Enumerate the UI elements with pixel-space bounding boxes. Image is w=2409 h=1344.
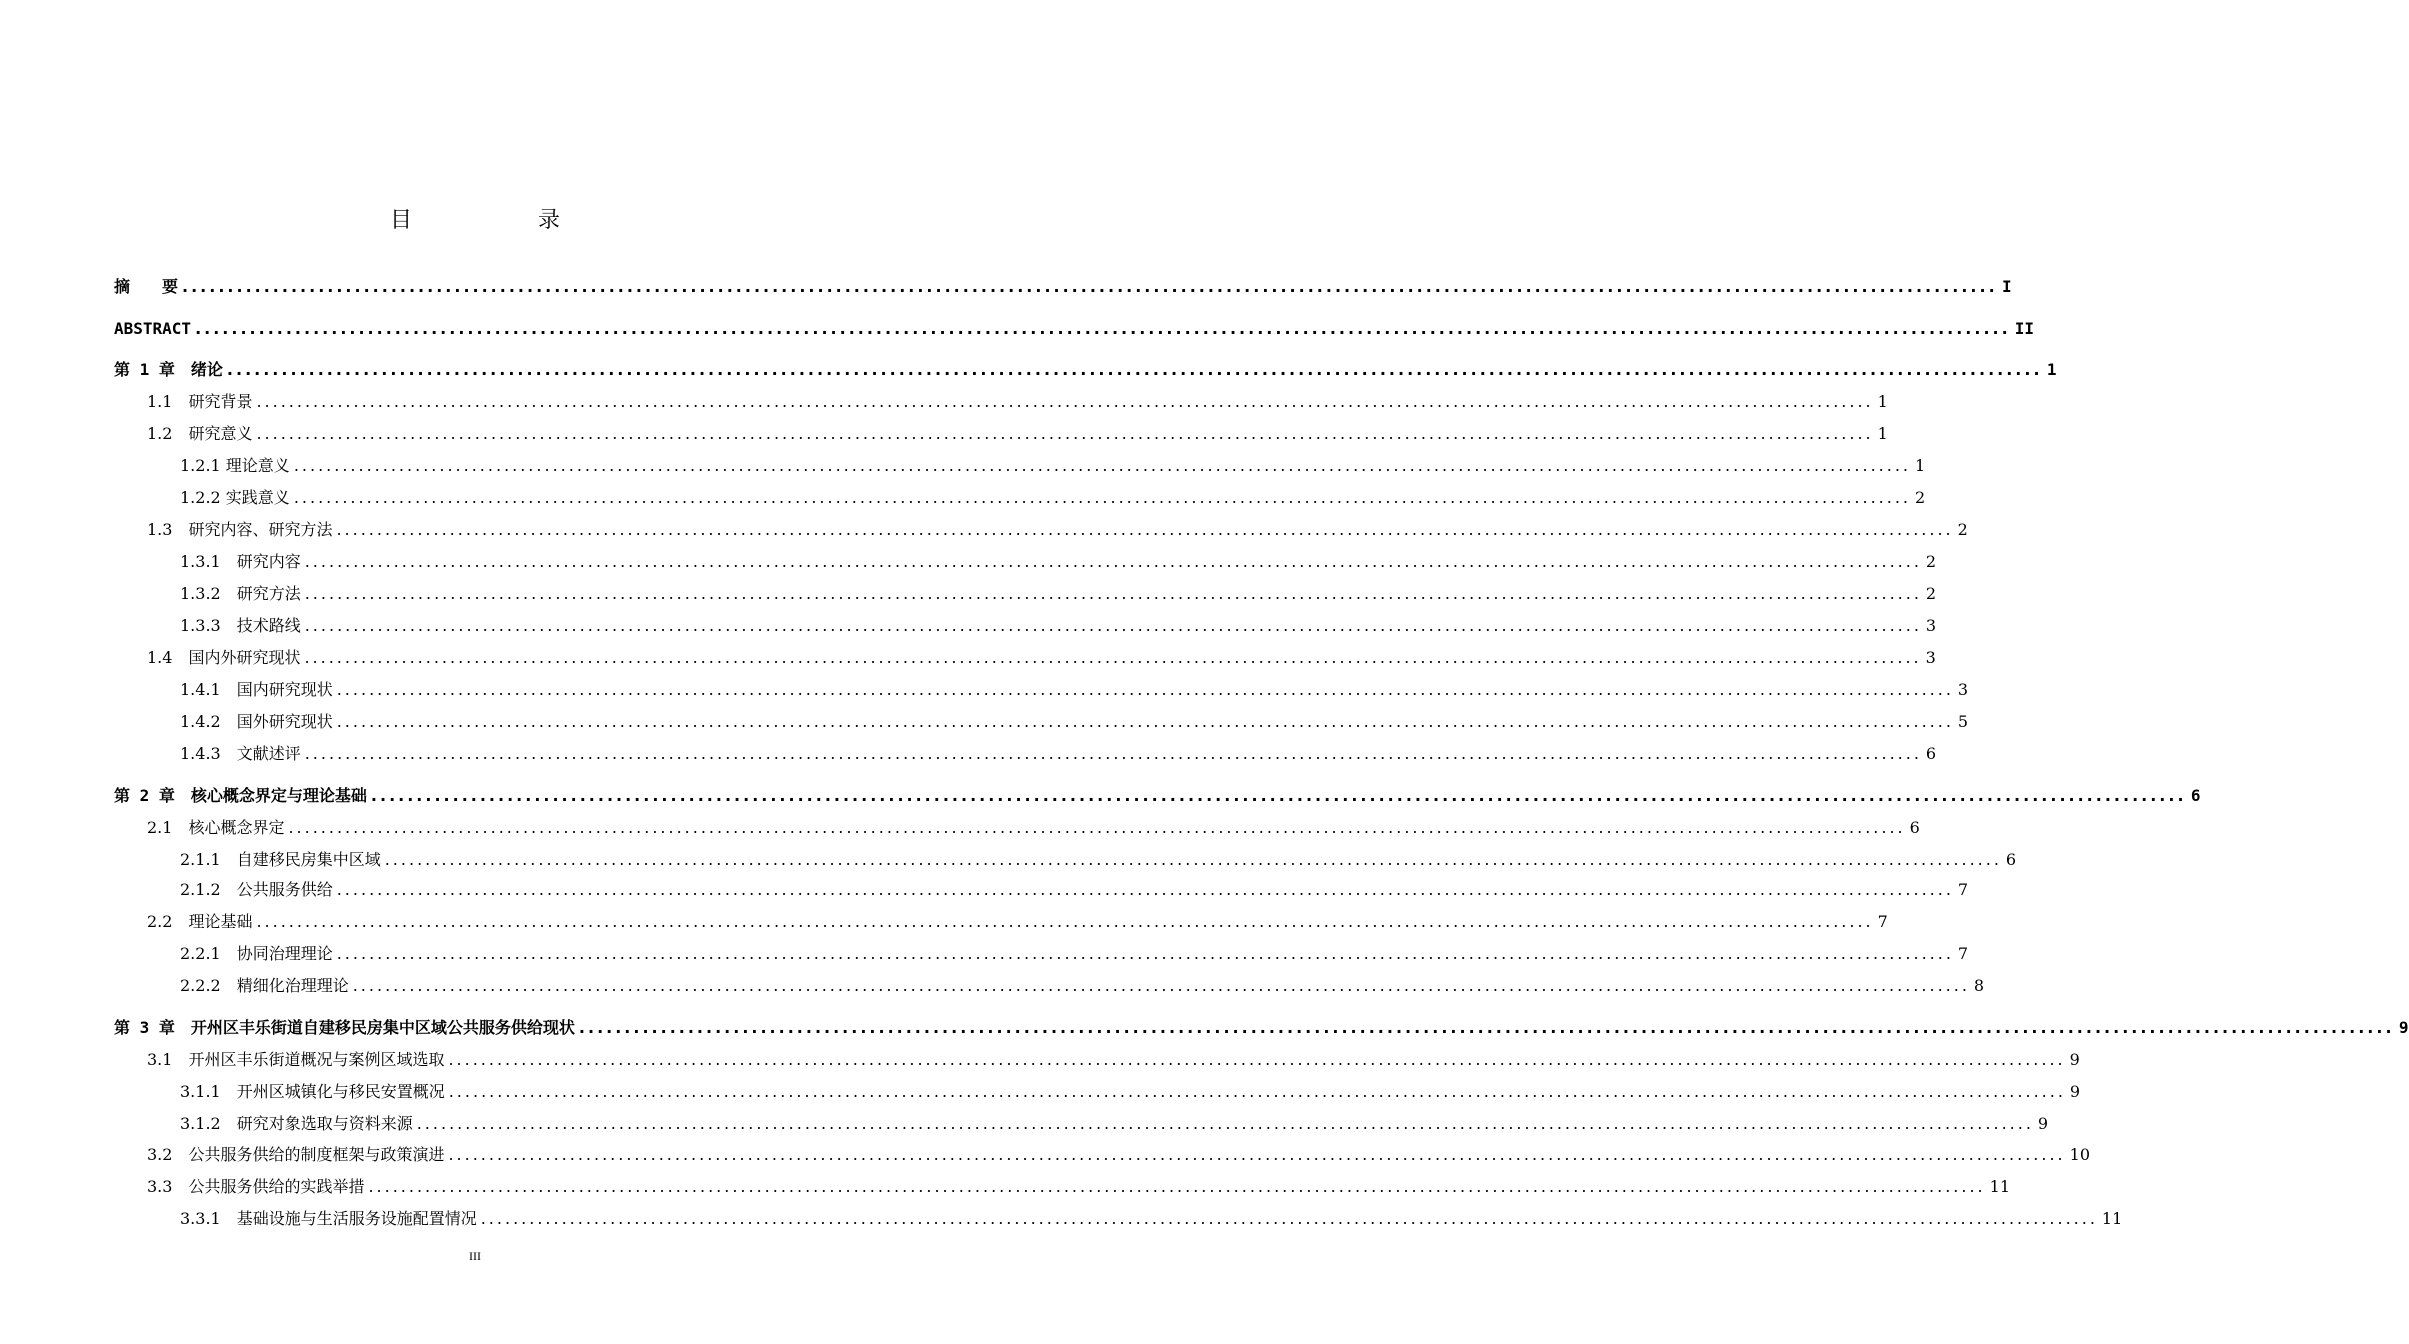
toc-leader-dots: ........................................................................................................................................................................................................ bbox=[293, 456, 1911, 475]
toc-entry-page: 1 bbox=[1877, 392, 1888, 411]
toc-entry-label: 摘 要 bbox=[114, 277, 179, 296]
toc-entry[interactable] bbox=[0, 453, 1926, 477]
toc-leader-dots: ........................................................................................................................................................................................................ bbox=[336, 944, 1954, 963]
toc-entry-page: 9 bbox=[2037, 1114, 2049, 1133]
toc-entry[interactable] bbox=[0, 783, 2201, 807]
toc-entry[interactable] bbox=[0, 549, 1937, 573]
toc-entry-page: 1 bbox=[1877, 424, 1888, 443]
toc-leader-dots: ........................................................................................................................................................................................................ bbox=[448, 1082, 2066, 1101]
toc-leader-dots: ........................................................................................................................................................................................................ bbox=[256, 912, 1874, 931]
toc-leader-dots: ........................................................................................................................................................................................................ bbox=[304, 744, 1922, 763]
toc-leader-dots: ........................................................................................................................................................................................................ bbox=[304, 616, 1922, 635]
toc-entry-label: 1.2.2 实践意义 bbox=[180, 488, 290, 507]
toc-entry[interactable] bbox=[0, 1047, 2080, 1071]
toc-entry-page: 9 bbox=[2398, 1018, 2409, 1037]
toc-entry[interactable] bbox=[0, 1142, 2090, 1166]
toc-leader-dots: ........................................................................................................................................................................................................ bbox=[336, 880, 1954, 899]
toc-leader-dots: ........................................................................................................................................................................................................ bbox=[384, 850, 2002, 869]
toc-entry[interactable] bbox=[0, 909, 1888, 933]
toc-entry-page: 2 bbox=[1915, 488, 1926, 507]
toc-entry-label: 1.4.1 国内研究现状 bbox=[180, 680, 333, 699]
toc-entry-label: 2.2.1 协同治理理论 bbox=[180, 944, 333, 963]
toc-entry-label: 1.1 研究背景 bbox=[147, 392, 253, 411]
toc-leader-dots: ........................................................................................................................................................................................................ bbox=[304, 552, 1922, 571]
toc-entry-label: 第 3 章 开州区丰乐街道自建移民房集中区域公共服务供给现状 bbox=[114, 1018, 575, 1037]
toc-leader-dots: ........................................................................................................................................................................................................ bbox=[182, 277, 1998, 296]
toc-entry[interactable] bbox=[0, 389, 1888, 413]
toc-entry-label: 1.3.3 技术路线 bbox=[180, 616, 301, 635]
toc-leader-dots: ........................................................................................................................................................................................................ bbox=[256, 392, 1874, 411]
toc-entry-page: 7 bbox=[1877, 912, 1888, 931]
toc-leader-dots: ........................................................................................................................................................................................................ bbox=[304, 648, 1922, 667]
toc-leader-dots: ........................................................................................................................................................................................................ bbox=[256, 424, 1874, 443]
toc-entry-label: 1.2.1 理论意义 bbox=[180, 456, 290, 475]
toc-entry[interactable] bbox=[0, 517, 1968, 541]
toc-entry[interactable] bbox=[0, 847, 2017, 871]
toc-entry[interactable] bbox=[0, 581, 1937, 605]
toc-entry[interactable] bbox=[0, 973, 1985, 997]
toc-entry-page: 9 bbox=[2069, 1082, 2081, 1101]
toc-entry-label: 1.4.2 国外研究现状 bbox=[180, 712, 333, 731]
toc-entry-page: 2 bbox=[1957, 520, 1968, 539]
toc-entry-label: ABSTRACT bbox=[114, 319, 192, 338]
toc-entry-page: 3 bbox=[1925, 616, 1937, 635]
toc-entry-page: 9 bbox=[2069, 1050, 2080, 1069]
toc-leader-dots: ........................................................................................................................................................................................................ bbox=[304, 584, 1922, 603]
toc-entry[interactable] bbox=[0, 877, 1969, 901]
toc-entry-label: 1.2 研究意义 bbox=[147, 424, 253, 443]
toc-entry-page: 10 bbox=[2069, 1145, 2090, 1164]
toc-leader-dots: ........................................................................................................................................................................................................ bbox=[336, 520, 1954, 539]
toc-entry-page: 5 bbox=[1957, 712, 1969, 731]
toc-entry-page: II bbox=[2014, 319, 2034, 338]
toc-entry-label: 第 2 章 核心概念界定与理论基础 bbox=[114, 786, 367, 805]
page-title: 目 录 bbox=[389, 208, 612, 233]
toc-leader-dots: ........................................................................................................................................................................................................ bbox=[448, 1145, 2066, 1164]
toc-entry[interactable] bbox=[0, 677, 1969, 701]
toc-entry-page: 2 bbox=[1925, 584, 1937, 603]
toc-entry-page: I bbox=[2002, 277, 2012, 296]
toc-entry-label: 3.1 开州区丰乐街道概况与案例区域选取 bbox=[147, 1050, 445, 1069]
toc-entry-page: 6 bbox=[1909, 818, 1920, 837]
toc-leader-dots: ........................................................................................................................................................................................................ bbox=[416, 1114, 2034, 1133]
toc-entry-page: 3 bbox=[1925, 648, 1936, 667]
toc-leader-dots: ........................................................................................................................................................................................................ bbox=[370, 786, 2187, 805]
toc-leader-dots: ........................................................................................................................................................................................................ bbox=[336, 712, 1954, 731]
toc-leader-dots: ........................................................................................................................................................................................................ bbox=[368, 1177, 1986, 1196]
toc-entry-label: 1.3.2 研究方法 bbox=[180, 584, 301, 603]
toc-entry-page: 1 bbox=[2046, 360, 2057, 379]
toc-entry[interactable] bbox=[0, 1079, 2081, 1103]
toc-entry-page: 11 bbox=[2101, 1209, 2123, 1228]
toc-entry-label: 1.4.3 文献述评 bbox=[180, 744, 301, 763]
toc-entry-label: 3.2 公共服务供给的制度框架与政策演进 bbox=[147, 1145, 445, 1164]
toc-entry-page: 6 bbox=[1925, 744, 1937, 763]
toc-entry[interactable] bbox=[0, 709, 1969, 733]
toc-entry-label: 1.4 国内外研究现状 bbox=[147, 648, 301, 667]
toc-entry[interactable] bbox=[0, 316, 2034, 340]
toc-entry-label: 2.1 核心概念界定 bbox=[147, 818, 285, 837]
toc-entry-page: 1 bbox=[1915, 456, 1926, 475]
toc-entry[interactable] bbox=[0, 645, 1936, 669]
toc-leader-dots: ........................................................................................................................................................................................................ bbox=[448, 1050, 2066, 1069]
toc-entry[interactable] bbox=[0, 274, 2012, 298]
toc-entry[interactable] bbox=[0, 941, 1969, 965]
toc-entry-page: 6 bbox=[2190, 786, 2201, 805]
toc-entry[interactable] bbox=[0, 815, 1920, 839]
toc-entry[interactable] bbox=[0, 1111, 2049, 1135]
toc-entry-page: 7 bbox=[1957, 880, 1969, 899]
toc-leader-dots: ........................................................................................................................................................................................................ bbox=[336, 680, 1954, 699]
toc-leader-dots: ........................................................................................................................................................................................................ bbox=[293, 488, 1911, 507]
toc-entry-label: 第 1 章 绪论 bbox=[114, 360, 223, 379]
toc-entry-page: 8 bbox=[1973, 976, 1985, 995]
toc-entry[interactable] bbox=[0, 1206, 2123, 1230]
toc-leader-dots: ........................................................................................................................................................................................................ bbox=[195, 319, 2011, 338]
toc-entry[interactable] bbox=[0, 741, 1937, 765]
toc-entry[interactable] bbox=[0, 357, 2057, 381]
toc-entry-label: 1.3 研究内容、研究方法 bbox=[147, 520, 333, 539]
toc-leader-dots: ........................................................................................................................................................................................................ bbox=[352, 976, 1970, 995]
toc-entry-label: 2.2 理论基础 bbox=[147, 912, 253, 931]
toc-entry-label: 3.1.2 研究对象选取与资料来源 bbox=[180, 1114, 413, 1133]
toc-entry-label: 3.1.1 开州区城镇化与移民安置概况 bbox=[180, 1082, 445, 1101]
toc-entry-label: 1.3.1 研究内容 bbox=[180, 552, 301, 571]
toc-leader-dots: ........................................................................................................................................................................................................ bbox=[480, 1209, 2098, 1228]
toc-entry-label: 3.3 公共服务供给的实践举措 bbox=[147, 1177, 365, 1196]
toc-entry[interactable] bbox=[0, 1015, 2409, 1039]
toc-entry-label: 3.3.1 基础设施与生活服务设施配置情况 bbox=[180, 1209, 477, 1228]
toc-entry-label: 2.1.2 公共服务供给 bbox=[180, 880, 333, 899]
toc-entry-page: 7 bbox=[1957, 944, 1969, 963]
toc-entry-label: 2.2.2 精细化治理理论 bbox=[180, 976, 349, 995]
toc-entry[interactable] bbox=[0, 485, 1926, 509]
toc-entry-page: 3 bbox=[1957, 680, 1969, 699]
toc-leader-dots: ........................................................................................................................................................................................................ bbox=[288, 818, 1906, 837]
toc-entry-page: 2 bbox=[1925, 552, 1937, 571]
toc-entry[interactable] bbox=[0, 613, 1937, 637]
toc-entry[interactable] bbox=[0, 1174, 2010, 1198]
toc-leader-dots: ........................................................................................................................................................................................................ bbox=[578, 1018, 2395, 1037]
page-number: III bbox=[469, 1249, 481, 1263]
toc-entry-label: 2.1.1 自建移民房集中区域 bbox=[180, 850, 381, 869]
toc-entry[interactable] bbox=[0, 421, 1888, 445]
toc-entry-page: 6 bbox=[2005, 850, 2017, 869]
toc-entry-page: 11 bbox=[1989, 1177, 2010, 1196]
toc-leader-dots: ........................................................................................................................................................................................................ bbox=[226, 360, 2043, 379]
